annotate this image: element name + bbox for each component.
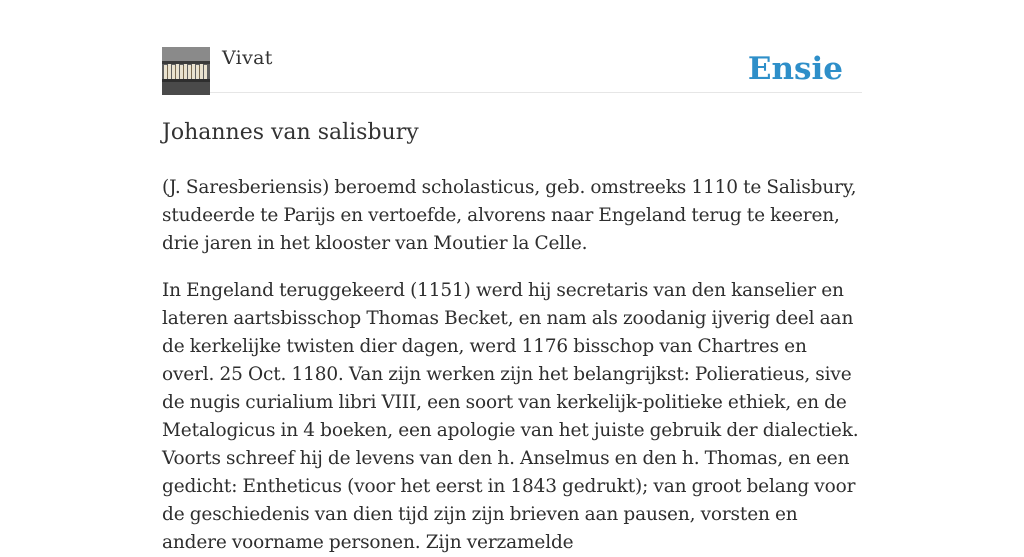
author-name[interactable]: Vivat: [222, 47, 273, 69]
ensie-logo[interactable]: Ensie: [747, 51, 843, 87]
article-paragraph: (J. Saresberiensis) beroemd scholasticus, geb. omstreeks 1110 te Salisbury, studeerde te Parijs en vertoefde, alvorens naar Engeland terug te keeren, drie jaren in het klooster van Moutier la Celle.: [162, 177, 857, 254]
article-title: Johannes van salisbury: [162, 120, 419, 145]
article-body: [162, 174, 862, 557]
article-header: [162, 0, 862, 93]
bookshelf-avatar-icon[interactable]: [162, 47, 210, 95]
article-page: [162, 0, 862, 553]
article-paragraph: In Engeland teruggekeerd (1151) werd hij secretaris van den kanselier en lateren aartsbisschop Thomas Becket, en nam als zoodanig ijverig deel aan de kerkelijke twisten dier dagen, werd 1176 bisschop van Chartres en overl. 25 Oct. 1180. Van zijn werken zijn het belangrijkst: Polieratieus, sive de nugis curialium libri VIII, een soort van kerkelijk-politieke ethiek, en de Metalogicus in 4 boeken, een apologie van het juiste gebruik der dialectiek. Voorts schreef hij de levens van den h. Anselmus en den h. Thomas, en een gedicht: Entheticus (voor het eerst in 1843 gedrukt); van groot belang voor de geschiedenis van dien tijd zijn zijn brieven aan pausen, vorsten en andere voorname personen. Zijn verzamelde: [162, 280, 859, 553]
